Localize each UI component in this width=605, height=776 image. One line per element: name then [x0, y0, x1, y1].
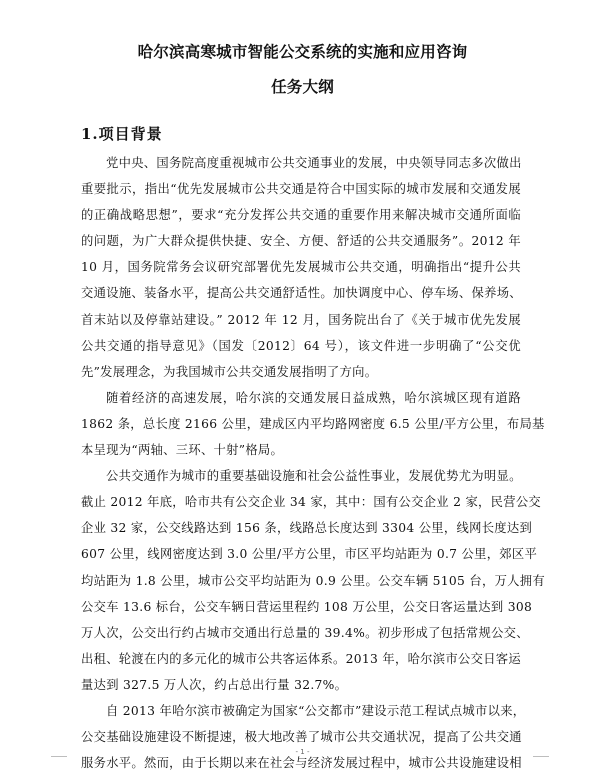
text-line: 1862 条，总长度 2166 公里，建成区内平均路网密度 6.5 公里/平方公里，布局基 — [81, 416, 545, 431]
text-line: 的问题，为广大群众提供快捷、安全、方便、舒适的公共交通服务”。2012 年 — [81, 234, 521, 249]
page-number: - 1 - — [295, 748, 310, 756]
text-line: 随着经济的高速发展，哈尔滨的交通发展日益成熟，哈尔滨城区现有道路 — [106, 390, 521, 405]
margin-marker-left — [51, 756, 67, 757]
text-line: 10 月，国务院常务会议研究部署优先发展城市公共交通，明确指出“提升公共 — [81, 260, 521, 275]
margin-marker-right — [533, 756, 549, 757]
text-line: 本呈现为“两轴、三环、十射”格局。 — [81, 443, 284, 458]
text-line: 先”发展理念，为我国城市公共交通发展指明了方向。 — [81, 364, 378, 379]
text-line: 的正确战略思想”，要求“充分发挥公共交通的重要作用来解决城市交通所面临 — [81, 208, 521, 223]
text-line: 党中央、国务院高度重视城市公共交通事业的发展，中央领导同志多次做出 — [106, 156, 522, 170]
text-line: 607 公里，线网密度达到 3.0 公里/平方公里，市区平均站距为 0.7 公里，郊区平 — [81, 547, 538, 562]
text-line: 公交车 13.6 标台，公交车辆日营运里程约 108 万公里，公交日客运量达到 308 — [81, 599, 533, 614]
text-line: 公交基础设施建设不断提速，极大地改善了城市公共交通状况，提高了公共交通 — [81, 730, 522, 745]
text-line: 均站距为 1.8 公里，城市公交平均站距为 0.9 公里。公交车辆 5105 台，万人拥有 — [81, 573, 545, 588]
text-line: 出租、轮渡在内的多元化的城市公共客运体系。2013 年，哈尔滨市公交日客运 — [81, 651, 521, 666]
text-line: 重要批示，指出“优先发展城市公共交通是符合中国实际的城市发展和交通发展 — [81, 182, 521, 197]
text-line: 万人次，公交出行约占城市交通出行总量的 39.4%。初步形成了包括常规公交、 — [81, 625, 529, 640]
text-line: 交通设施、装备水平，提高公共交通舒适性。加快调度中心、停车场、保养场、 — [81, 286, 522, 301]
document-subtitle: 任务大纲 — [271, 78, 334, 96]
body-text — [81, 150, 545, 776]
text-line: 公共交通作为城市的重要基础设施和社会公益性事业，发展优势尤为明显。 — [106, 469, 522, 484]
section-heading: 1.项目背景 — [81, 125, 163, 143]
text-line: 量达到 327.5 万人次，约占总出行量 32.7%。 — [81, 677, 348, 692]
text-line: 自 2013 年哈尔滨市被确定为国家“公交都市”建设示范工程试点城市以来， — [106, 703, 526, 718]
text-line: 首末站以及停靠站建设。” 2012 年 12 月，国务院出台了《关于城市优先发展 — [81, 312, 521, 327]
text-line: 服务水平。然而，由于长期以来在社会与经济发展过程中，城市公共设施建设相 — [81, 756, 522, 771]
text-line: 截止 2012 年底，哈市共有公交企业 34 家，其中：国有公交企业 2 家，民营公交 — [81, 495, 542, 510]
document-title: 哈尔滨高寒城市智能公交系统的实施和应用咨询 — [137, 43, 468, 61]
text-line: 公共交通的指导意见》（国发〔2012〕64 号），该文件进一步明确了“公交优 — [81, 338, 521, 353]
text-line: 企业 32 家，公交线路达到 156 条，线路总长度达到 3304 公里，线网长度达到 — [81, 521, 533, 536]
